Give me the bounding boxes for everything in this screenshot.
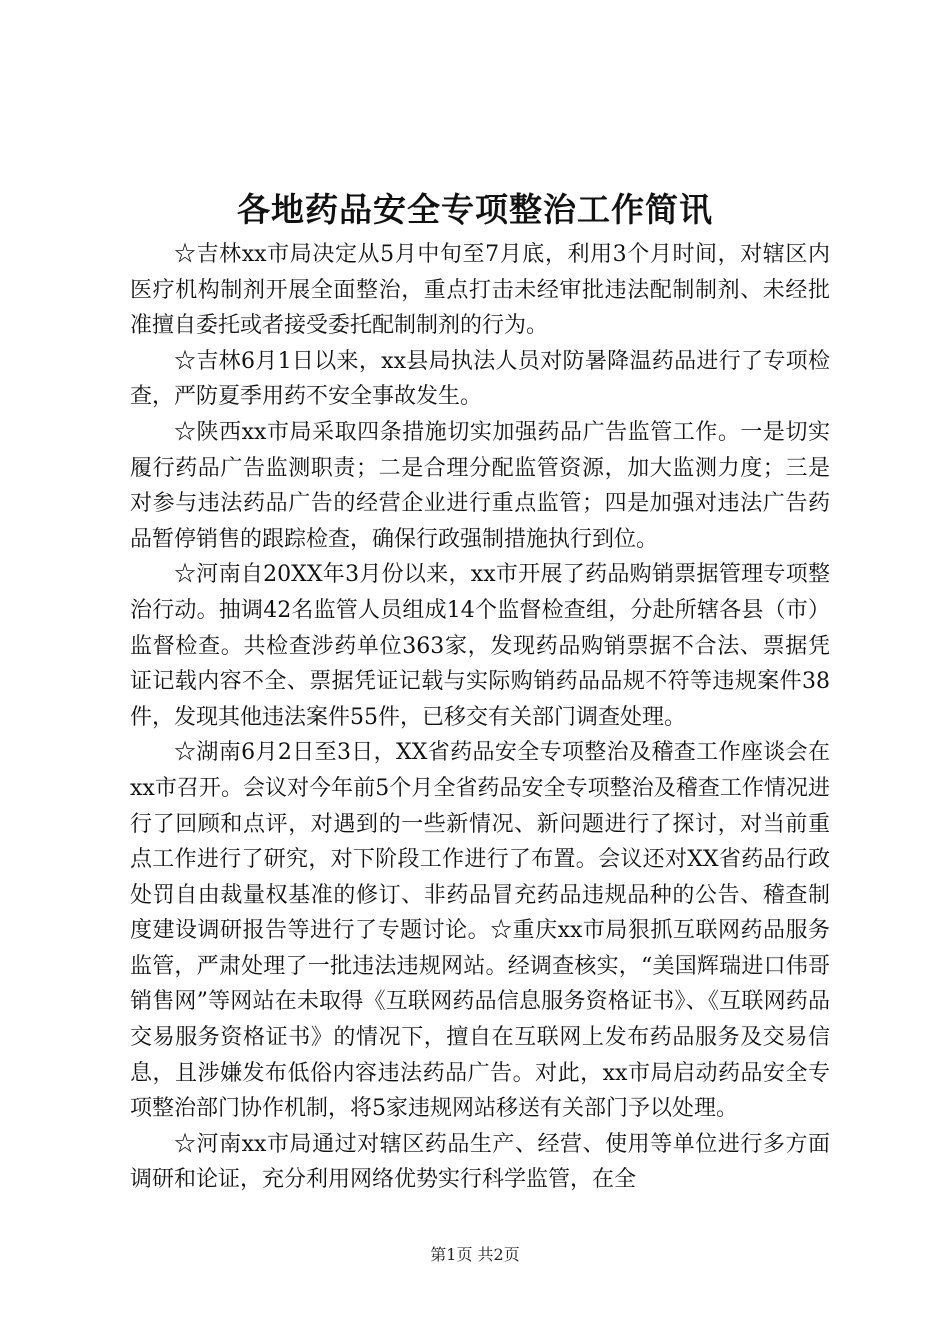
paragraph-jilin-june: ☆吉林6月1日以来，xx县局执法人员对防暑降温药品进行了专项检查，严防夏季用药不安全事故发生。: [130, 348, 830, 410]
paragraph-henan-receipts: ☆河南自20XX年3月份以来，xx市开展了药品购销票据管理专项整治行动。抽调42名监管人员组成14个监督检查组，分赴所辖各县（市）监督检查。共检查涉药单位363家，发现药品购销票据不合法、票据凭证记载内容不全、票据凭证记载与实际购销药品品规不符等违规案件38件，发现其他违法案件55件，已移交有关部门调查处理。: [130, 562, 830, 730]
page-footer: 第1页 共2页: [430, 1245, 520, 1264]
paragraph-jilin-xx-city: ☆吉林xx市局决定从5月中旬至7月底，利用3个月时间，对辖区内医疗机构制剂开展全面整治，重点打击未经审批违法配制制剂、未经批准擅自委托或者接受委托配制制剂的行为。: [130, 242, 830, 339]
paragraph-hunan-chongqing: ☆湖南6月2日至3日，XX省药品安全专项整治及稽查工作座谈会在xx市召开。会议对今年前5个月全省药品安全专项整治及稽查工作情况进行了回顾和点评，对遇到的一些新情况、新问题进行了探讨，对当前重点工作进行了研究，对下阶段工作进行了布置。会议还对XX省药品行政处罚自由裁量权基准的修订、非药品冒充药品违规品种的公告、稽查制度建设调研报告等进行了专题讨论。☆重庆xx市局狠抓互联网药品服务监管，严肃处理了一批违法违规网站。经调查核实，“美国辉瑞进口伟哥销售网”等网站在未取得《互联网药品信息服务资格证书》、《互联网药品交易服务资格证书》的情况下，擅自在互联网上发布药品服务及交易信息，且涉嫌发布低俗内容违法药品广告。对此，xx市局启动药品安全专项整治部门协作机制，将5家违规网站移送有关部门予以处理。: [130, 740, 830, 1122]
document-body: [130, 237, 830, 1198]
document-title: 各地药品安全专项整治工作简讯: [237, 190, 713, 229]
paragraph-shaanxi: ☆陕西xx市局采取四条措施切实加强药品广告监管工作。一是切实履行药品广告监测职责；二是合理分配监管资源，加大监测力度；三是对参与违法药品广告的经营企业进行重点监管；四是加强对违法广告药品暂停销售的跟踪检查，确保行政强制措施执行到位。: [130, 419, 830, 552]
paragraph-henan-xx-city: ☆河南xx市局通过对辖区药品生产、经营、使用等单位进行多方面调研和论证，充分利用网络优势实行科学监管，在全: [130, 1131, 830, 1193]
